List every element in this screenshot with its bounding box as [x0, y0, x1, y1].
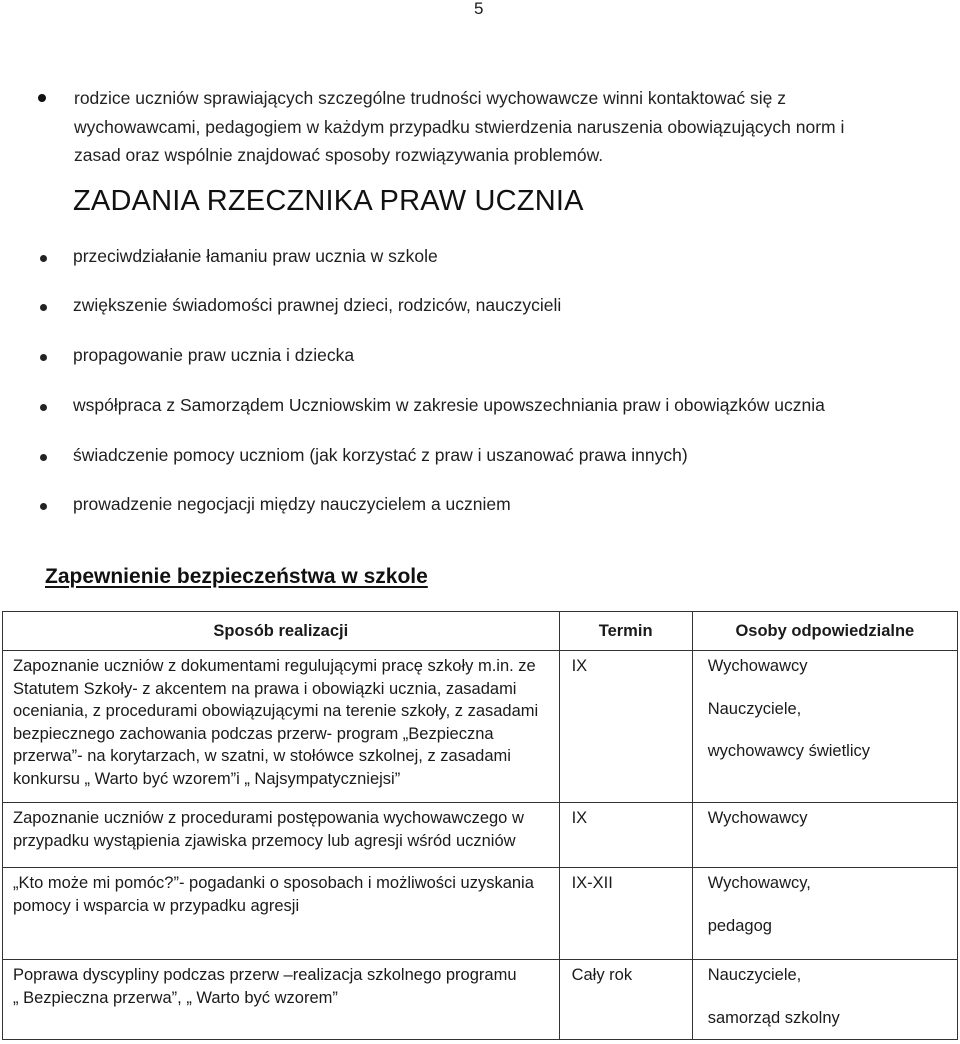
bullet-icon	[40, 454, 47, 461]
responsible-cell	[692, 803, 957, 868]
method-line: Zapoznanie uczniów z dokumentami regulującymi pracę szkoły m.in. ze	[13, 657, 536, 675]
term-cell	[559, 960, 692, 1040]
method-cell	[3, 651, 560, 803]
table-row	[3, 868, 958, 960]
responsible-cell	[692, 651, 957, 803]
responsible-line: samorząd szkolny	[707, 1008, 840, 1027]
method-line: Zapoznanie uczniów z procedurami postępowania wychowawczego w	[13, 809, 524, 827]
table-header-row	[3, 612, 958, 651]
responsible-line: pedagog	[707, 916, 772, 935]
term-value: IX	[571, 809, 588, 827]
responsible-line: Wychowawcy	[707, 657, 808, 675]
method-line: przerwa”- na korytarzach, w szatni, w stołówce szkolnej, z zasadami	[13, 747, 511, 765]
list-item	[40, 494, 920, 522]
responsible-line: Nauczyciele,	[707, 966, 802, 984]
method-line: bezpiecznego zachowania podczas przerw- program „Bezpieczna	[13, 724, 494, 743]
table-row	[3, 960, 958, 1040]
method-line: „Kto może mi pomóc?”- pogadanki o sposobach i możliwości uzyskania	[13, 874, 534, 892]
responsible-cell	[692, 960, 957, 1040]
list-item	[40, 445, 920, 473]
method-line: Poprawa dyscypliny podczas przerw –realizacja szkolnego programu	[13, 966, 517, 984]
responsible-cell	[692, 868, 957, 960]
list-item-text: przeciwdziałanie łamaniu praw ucznia w szkole	[73, 246, 438, 266]
responsible-line: Nauczyciele,	[707, 699, 802, 718]
method-line: Statutem Szkoły- z akcentem na prawa i obowiązki ucznia, zasadami	[13, 679, 517, 698]
responsible-line: Wychowawcy	[707, 809, 808, 827]
list-item	[40, 395, 920, 423]
method-line: konkursu „ Warto być wzorem”i „ Najsympatyczniejsi”	[13, 769, 401, 788]
method-line: pomocy i wsparcia w przypadku agresji	[13, 896, 300, 915]
term-value: IX	[571, 657, 588, 675]
list-item	[40, 246, 920, 274]
term-cell	[559, 651, 692, 803]
responsible-line: wychowawcy świetlicy	[707, 742, 870, 760]
page-number: 5	[474, 0, 484, 18]
method-cell	[3, 960, 560, 1040]
method-line: oceniania, z procedurami obowiązującymi na terenie szkoły, z zasadami	[13, 702, 539, 720]
column-header-responsible: Osoby odpowiedzialne	[692, 612, 957, 651]
list-item-text: współpraca z Samorządem Uczniowskim w zakresie upowszechniania praw i obowiązków ucznia	[73, 395, 825, 415]
safety-table	[2, 611, 958, 1040]
table-row	[3, 651, 958, 803]
term-cell	[559, 868, 692, 960]
table-row	[3, 803, 958, 868]
section-heading-safety: Zapewnienie bezpieczeństwa w szkole	[45, 565, 428, 588]
term-cell	[559, 803, 692, 868]
bullet-icon	[40, 503, 47, 510]
term-value: Cały rok	[571, 966, 633, 984]
intro-paragraph: rodzice uczniów sprawiających szczególne trudności wychowawcze winni kontaktować się z wychowawcami, pedagogiem w każdym przypadku stwierdzenia naruszenia obowiązujących norm i zasad oraz wspólnie znajdować sposoby rozwiązywania problemów.	[74, 88, 845, 165]
method-cell	[3, 803, 560, 868]
list-item-text: propagowanie praw ucznia i dziecka	[73, 345, 355, 365]
responsible-line: Wychowawcy,	[707, 874, 811, 892]
term-value: IX-XII	[571, 874, 613, 892]
list-item-text: świadczenie pomocy uczniom (jak korzystać z praw i uszanować prawa innych)	[73, 445, 688, 465]
method-line: przypadku wystąpienia zjawiska przemocy lub agresji wśród uczniów	[13, 831, 516, 850]
bullet-icon	[40, 304, 47, 311]
bullet-icon	[38, 94, 46, 102]
section-heading-rzecznik: ZADANIA RZECZNIKA PRAW UCZNIA	[73, 185, 584, 217]
list-item-text: zwiększenie świadomości prawnej dzieci, rodziców, nauczycieli	[73, 295, 562, 315]
bullet-icon	[40, 404, 47, 411]
list-item	[40, 295, 920, 323]
bullet-icon	[40, 354, 47, 361]
column-header-method: Sposób realizacji	[3, 612, 560, 651]
method-line: „ Bezpieczna przerwa”, „ Warto być wzorem”	[13, 988, 338, 1007]
column-header-term: Termin	[559, 612, 692, 651]
bullet-icon	[40, 255, 47, 262]
list-item	[40, 345, 920, 373]
method-cell	[3, 868, 560, 960]
list-item-text: prowadzenie negocjacji między nauczycielem a uczniem	[73, 494, 511, 514]
